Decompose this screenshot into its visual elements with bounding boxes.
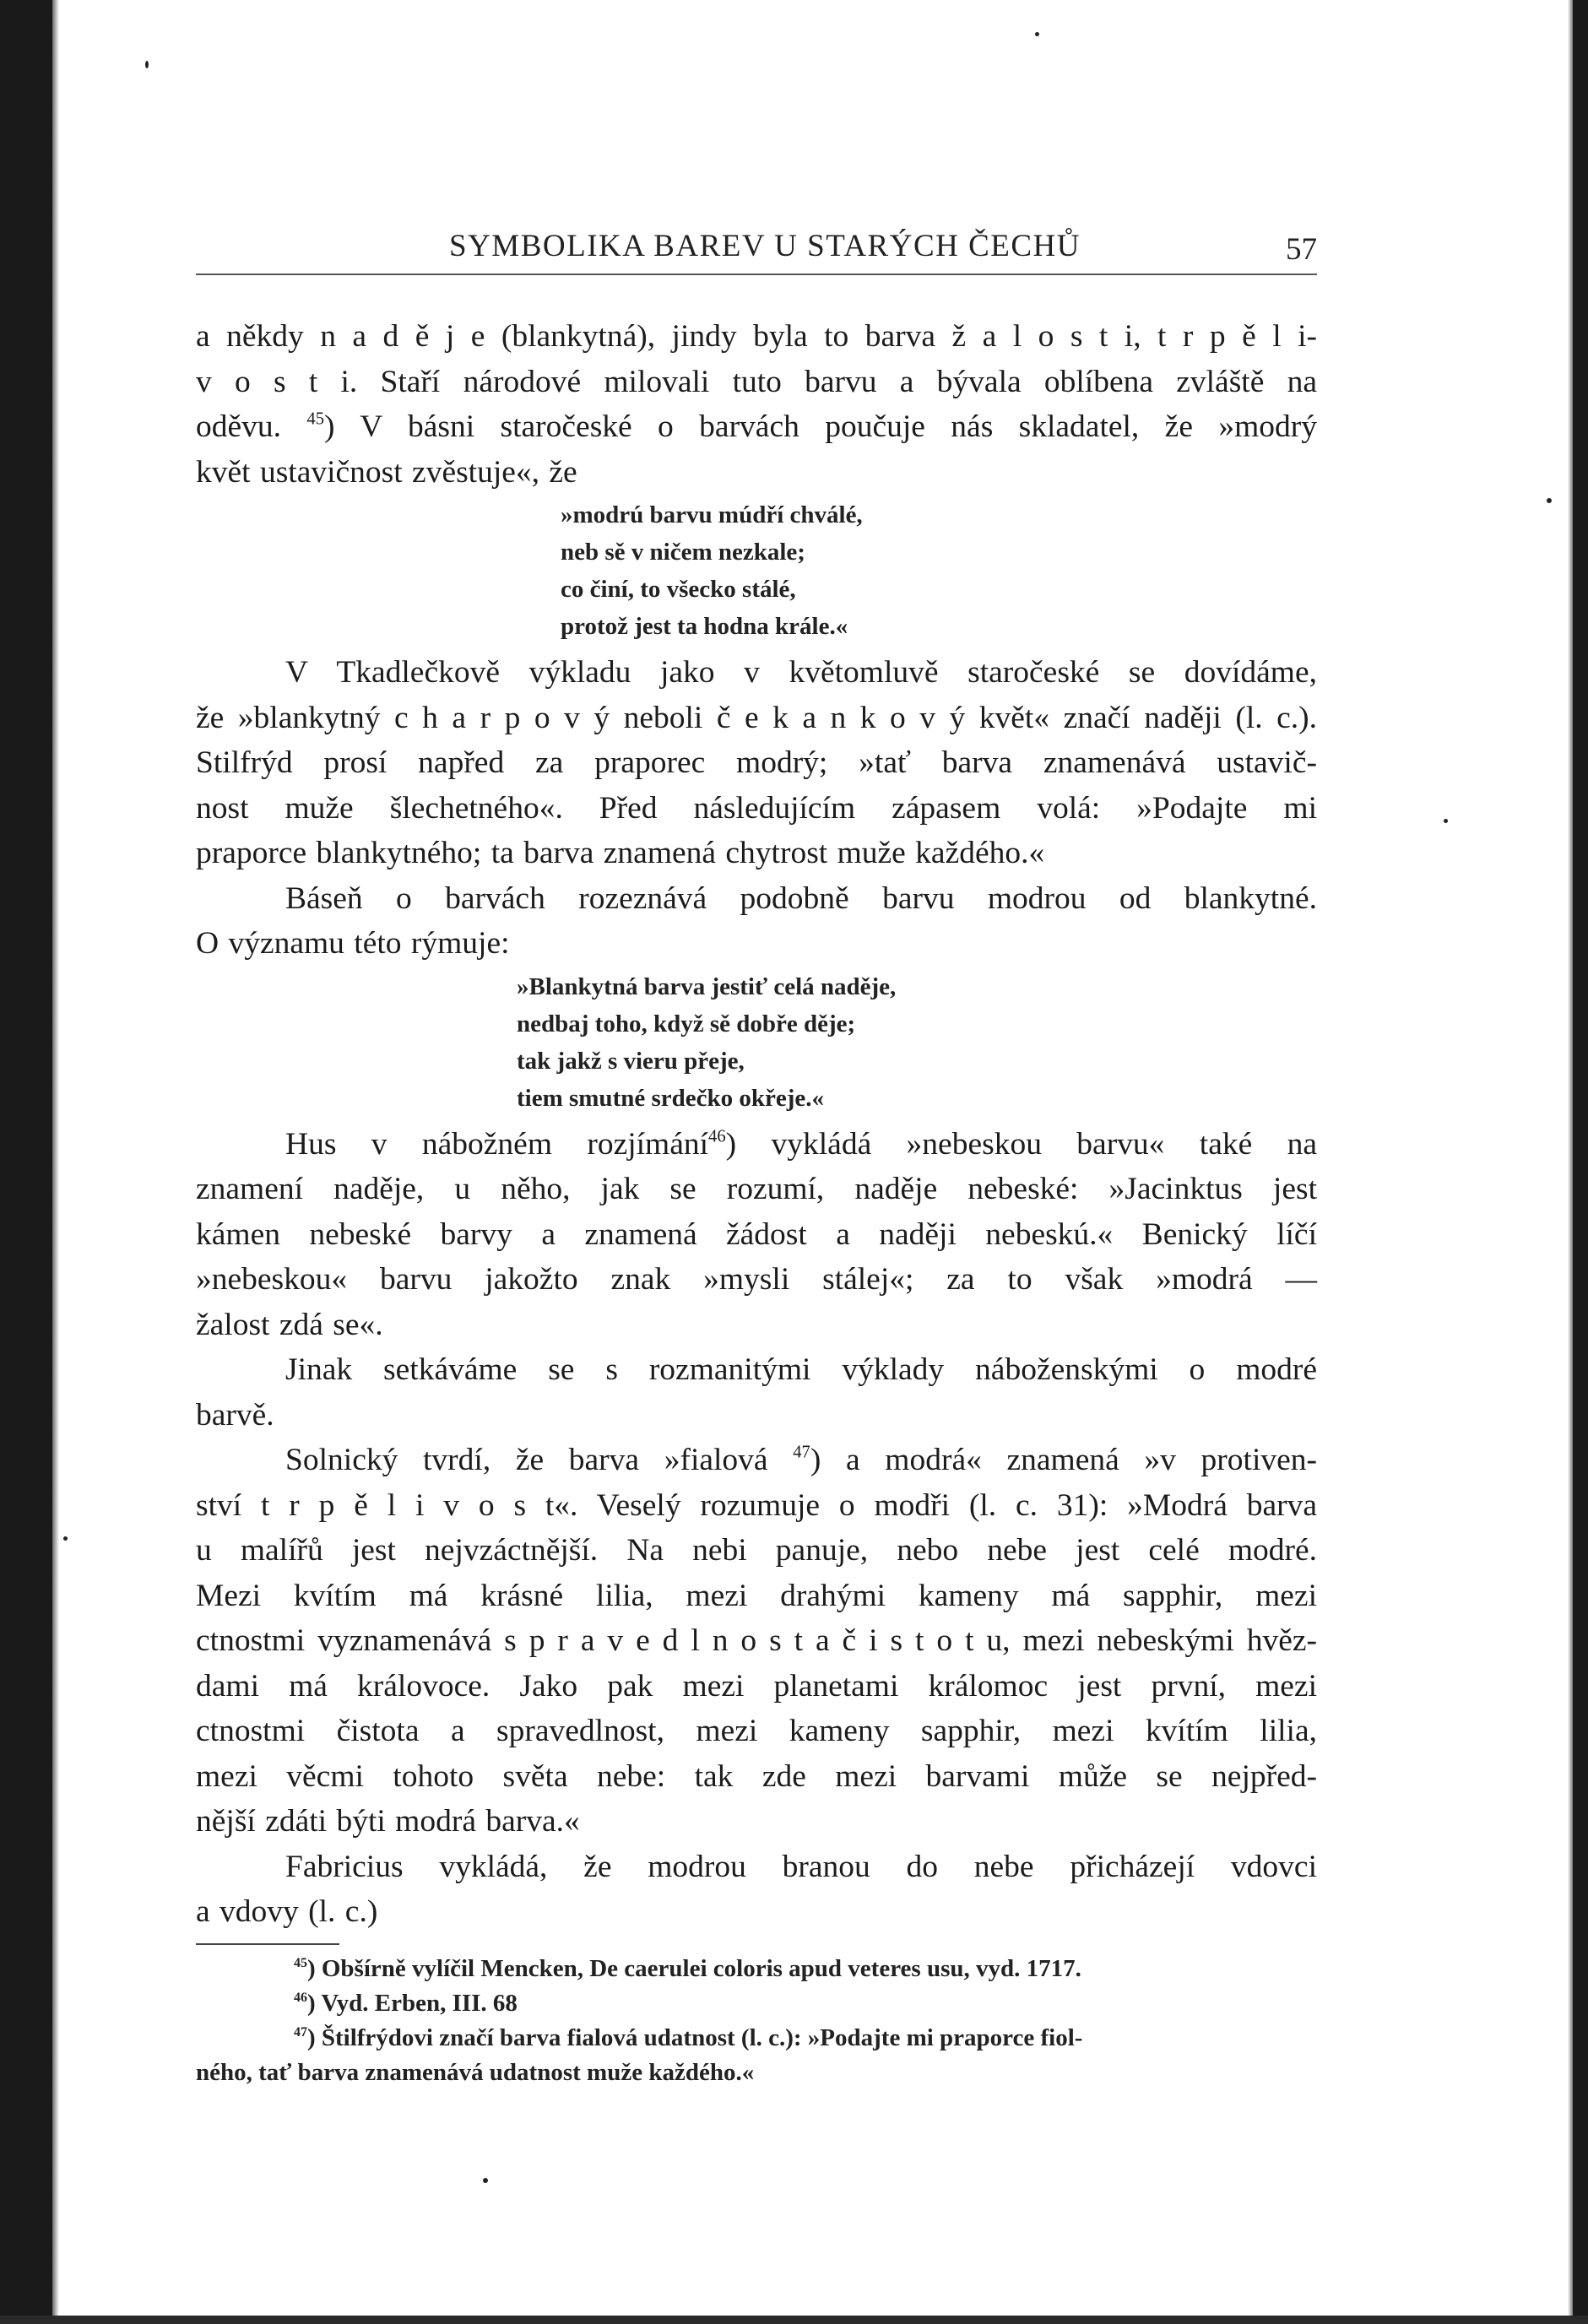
verse-block: [196, 496, 1317, 645]
footnote-number: 45: [294, 1955, 307, 1970]
verse-line: neb sě v ničem nezkale;: [561, 539, 805, 566]
footnote: $^{46}$) Vyd. Erben, III. 68: [294, 1990, 518, 2017]
text-line: znamení naděje, u něho, jak se rozumí, naděje nebeské: »Jacinktus jest: [196, 1172, 1317, 1206]
text-line: »nebeskou« barvu jakožto znak »mysli stálej«; za to však »modrá —: [196, 1262, 1317, 1297]
text-line: v o s t i. Staří národové milovali tuto barvu a bývala oblíbena zvláště na: [196, 364, 1317, 399]
text-fragment: ) a modrá« znamená »v protiven-: [810, 1443, 1318, 1477]
verse-line: protož jest ta hodna krále.«: [561, 613, 848, 640]
footnote-ref[interactable]: 45: [306, 409, 325, 429]
text-line: mezi věcmi tohoto světa nebe: tak zde mezi barvami může se nejpřed-: [196, 1758, 1317, 1794]
footnote-text: Obšírně vylíčil Mencken, De caerulei coloris apud veteres usu, vyd. 1717.: [321, 1955, 1081, 1982]
footnote-rule: [196, 1943, 339, 1945]
scan-speck: [1035, 32, 1039, 36]
verse-line: »Blankytná barva jestiť celá naděje,: [517, 972, 897, 1000]
verse-line: nedbaj toho, když sě dobře děje;: [517, 1010, 856, 1037]
running-title: SYMBOLIKA BAREV U STARÝCH ČECHŮ: [449, 229, 1081, 263]
text-line: kámen nebeské barvy a znamená žádost a naději nebeskú.« Benický líčí: [196, 1216, 1317, 1252]
running-header: [196, 221, 1317, 275]
text-line: Fabricius vykládá, že modrou branou do nebe přicházejí vdovci: [285, 1849, 1317, 1884]
footnote-text: Vyd. Erben, III. 68: [321, 1990, 518, 2017]
text-line: u malířů jest nejvzáctnější. Na nebi panuje, nebo nebe jest celé modré.: [196, 1533, 1317, 1568]
scan-border-right: [1573, 0, 1588, 2324]
scan-border-left: [0, 0, 52, 2324]
footnote: $^{47}$) Štilfrýdovi značí barva fialová udatnost (l. c.): »Podajte mi praporce fiol-: [294, 2024, 1083, 2051]
text-line: nost muže šlechetného«. Před následujícím zápasem volá: »Podajte mi: [196, 790, 1317, 826]
text-fragment: Hus v nábožném rozjímání: [285, 1126, 709, 1162]
text-line: Stilfrýd prosí napřed za praporec modrý; »tať barva znamenává ustavič-: [196, 745, 1317, 780]
text-line: oděvu. $^{45}$) V básni staročeské o barvách poučuje nás skladatel, že »modrý: [196, 409, 1318, 444]
scan-speck: [63, 1536, 68, 1541]
main-text: [196, 314, 1317, 1935]
text-line: praporce blankytného; ta barva znamená chytrost muže každého.«: [196, 836, 1045, 870]
text-line: Báseň o barvách rozeznává podobně barvu modrou od blankytné.: [285, 880, 1317, 916]
footnote-text: Štilfrýdovi značí barva fialová udatnost (l. c.): »Podajte mi praporce fiol-: [321, 2024, 1083, 2051]
scan-speck: [1444, 819, 1448, 823]
scan-speck: [1547, 498, 1552, 503]
footnotes: [196, 1952, 1310, 2090]
footnote-ref[interactable]: 46: [708, 1127, 726, 1146]
text-line: že »blankytný c h a r p o v ý neboli č e k a n k o v ý květ« značí naději (l. c.).: [196, 700, 1317, 735]
text-line: barvě.: [196, 1397, 274, 1433]
text-line: Jinak setkáváme se s rozmanitými výklady náboženskými o modré: [285, 1352, 1317, 1387]
text-line: Mezi kvítím má krásné lilia, mezi drahými kameny má sapphir, mezi: [196, 1578, 1317, 1613]
text-line: a někdy n a d ě j e (blankytná), jindy byla to barva ž a l o s t i, t r p ě l i-: [196, 319, 1317, 354]
verse-line: tiem smutné srdečko okřeje.«: [517, 1084, 825, 1112]
scan-speck: [145, 61, 149, 68]
footnote-number: 46: [294, 1990, 307, 2005]
verse-line: tak jakž s vieru přeje,: [517, 1047, 745, 1075]
text-line: [196, 1438, 1317, 1483]
text-fragment: oděvu.: [196, 409, 282, 444]
verse-block: [196, 968, 1317, 1117]
text-line: O významu této rýmuje:: [196, 926, 510, 961]
footnote-number: 47: [294, 2024, 307, 2040]
footnote-ref[interactable]: 47: [793, 1443, 810, 1462]
text-line: dami má královoce. Jako pak mezi planetami králomoc jest první, mezi: [196, 1668, 1317, 1704]
scan-border-bottom: [0, 2316, 1588, 2324]
text-line: V Tkadlečkově výkladu jako v květomluvě staročeské se dovídáme,: [285, 655, 1317, 690]
text-line: ctnostmi čistota a spravedlnost, mezi kameny sapphir, mezi kvítím lilia,: [196, 1714, 1317, 1748]
scan-speck: [483, 2178, 488, 2183]
text-line: květ ustavičnost zvěstuje«, že: [196, 454, 577, 490]
text-line: [196, 1122, 1317, 1167]
text-fragment: V básni staročeské o barvách poučuje nás skladatel, že »modrý: [360, 409, 1318, 444]
footnote: $^{45}$) Obšírně vylíčil Mencken, De caerulei coloris apud veteres usu, vyd. 1717.: [294, 1955, 1081, 1982]
text-line: a vdovy (l. c.): [196, 1894, 378, 1929]
text-line: ství t r p ě l i v o s t«. Veselý rozumuje o modři (l. c. 31): »Modrá barva: [196, 1487, 1317, 1523]
footnote-continuation: ného, tať barva znamenává udatnost muže každého.«: [196, 2059, 755, 2086]
text-line: nější zdáti býti modrá barva.«: [196, 1804, 580, 1839]
text-line: ctnostmi vyznamenává s p r a v e d l n o s t a č i s t o t u, mezi nebeskými hvěz-: [196, 1623, 1317, 1658]
verse-line: co činí, to všecko stálé,: [561, 576, 796, 603]
verse-line: »modrú barvu múdří chválé,: [561, 501, 863, 528]
text-fragment: Solnický tvrdí, že barva »fialová: [285, 1443, 768, 1477]
text-line: žalost zdá se«.: [196, 1307, 383, 1342]
page-number: 57: [1286, 232, 1317, 267]
text-fragment: ) vykládá »nebeskou barvu« také na: [725, 1126, 1317, 1162]
